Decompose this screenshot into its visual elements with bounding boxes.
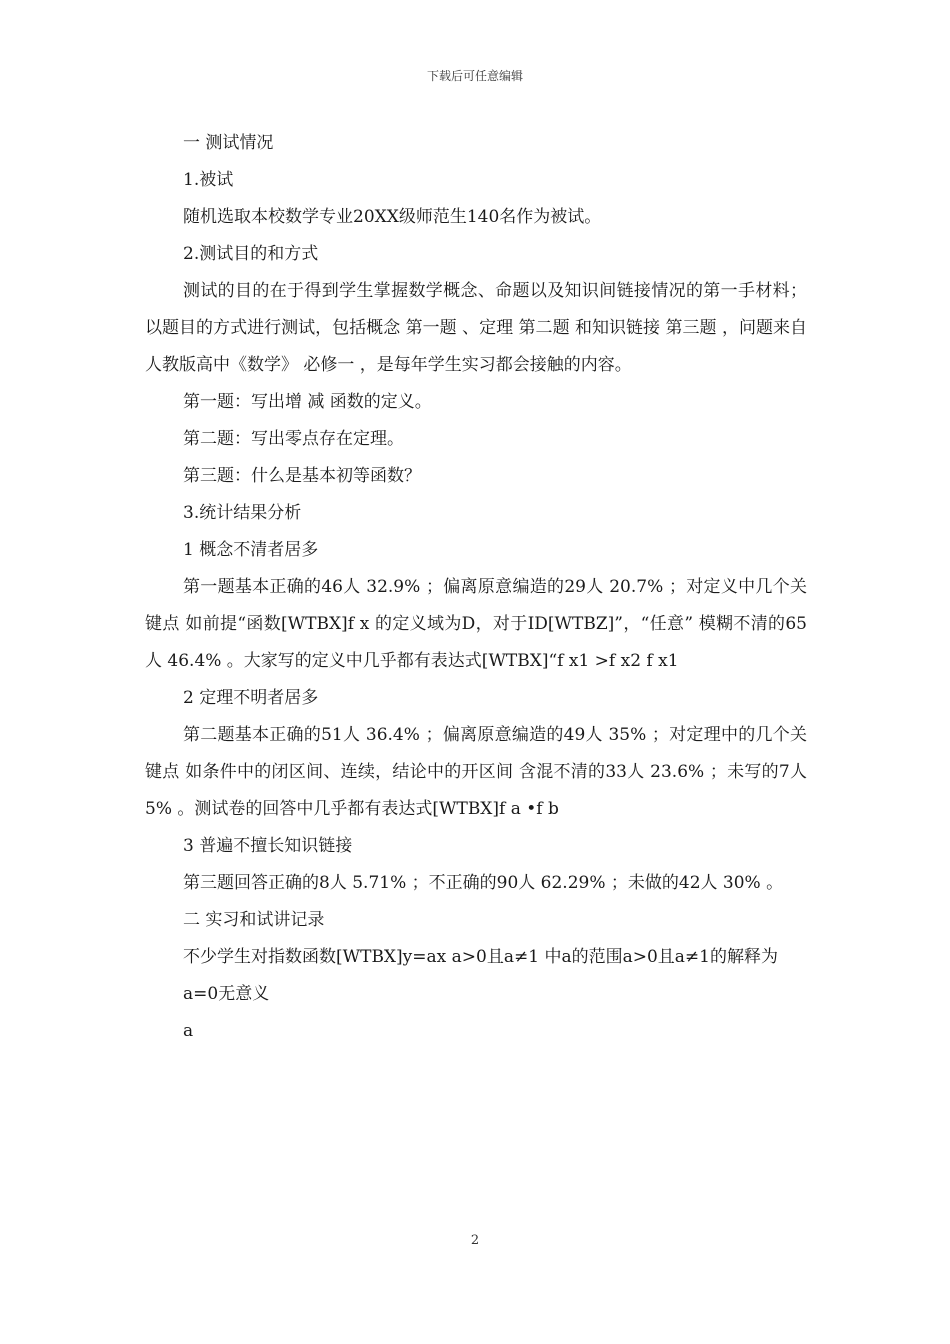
section-heading: 二 实习和试讲记录 bbox=[183, 910, 325, 930]
paragraph: 不少学生对指数函数[WTBX]y=ax a>0且a≠1 中a的范围a>0且a≠1的解释为 bbox=[183, 947, 778, 967]
subsection-heading: 1.被试 bbox=[183, 170, 234, 190]
question-item: 第二题：写出零点存在定理。 bbox=[183, 429, 404, 449]
paragraph: 第二题基本正确的51人 36.4% ；偏离原意编造的49人 35% ；对定理中的几个关键点 如条件中的闭区间、连续，结论中的开区间 含混不清的33人 23.6% ；未写的7人 5% 。测试卷的回答中几乎都有表达式[WTBX]f a •f b bbox=[145, 725, 807, 819]
paragraph: a=0无意义 bbox=[183, 984, 270, 1004]
point-heading: 3 普遍不擅长知识链接 bbox=[183, 836, 353, 856]
section-heading: 一 测试情况 bbox=[183, 133, 274, 153]
paragraph: 随机选取本校数学专业20XX级师范生140名作为被试。 bbox=[183, 207, 602, 227]
subsection-heading: 3.统计结果分析 bbox=[183, 503, 302, 523]
paragraph: a bbox=[183, 1021, 194, 1041]
paragraph: 第三题回答正确的8人 5.71% ；不正确的90人 62.29% ；未做的42人 30% 。 bbox=[183, 873, 784, 893]
page-header: 下载后可任意编辑 bbox=[426, 69, 523, 83]
paragraph: 测试的目的在于得到学生掌握数学概念、命题以及知识间链接情况的第一手材料；以题目的方式进行测试，包括概念 第一题 、定理 第二题 和知识链接 第三题 ，问题来自人教版高中《数学》 必修一 ，是每年学生实习都会接触的内容。 bbox=[145, 281, 807, 375]
point-heading: 2 定理不明者居多 bbox=[183, 688, 319, 708]
subsection-heading: 2.测试目的和方式 bbox=[183, 244, 319, 264]
point-heading: 1 概念不清者居多 bbox=[183, 540, 319, 560]
page-number: 2 bbox=[470, 1233, 480, 1248]
document-body bbox=[145, 125, 807, 1050]
question-item: 第三题：什么是基本初等函数？ bbox=[183, 466, 421, 486]
question-item: 第一题：写出增 减 函数的定义。 bbox=[183, 392, 432, 412]
paragraph: 第一题基本正确的46人 32.9% ；偏离原意编造的29人 20.7% ；对定义中几个关键点 如前提“函数[WTBX]f x 的定义域为D，对于ID[WTBZ]”，“任意” 模糊不清的65人 46.4% 。大家写的定义中几乎都有表达式[WTBX]“f x1 >f x2 f x1 bbox=[145, 577, 807, 671]
